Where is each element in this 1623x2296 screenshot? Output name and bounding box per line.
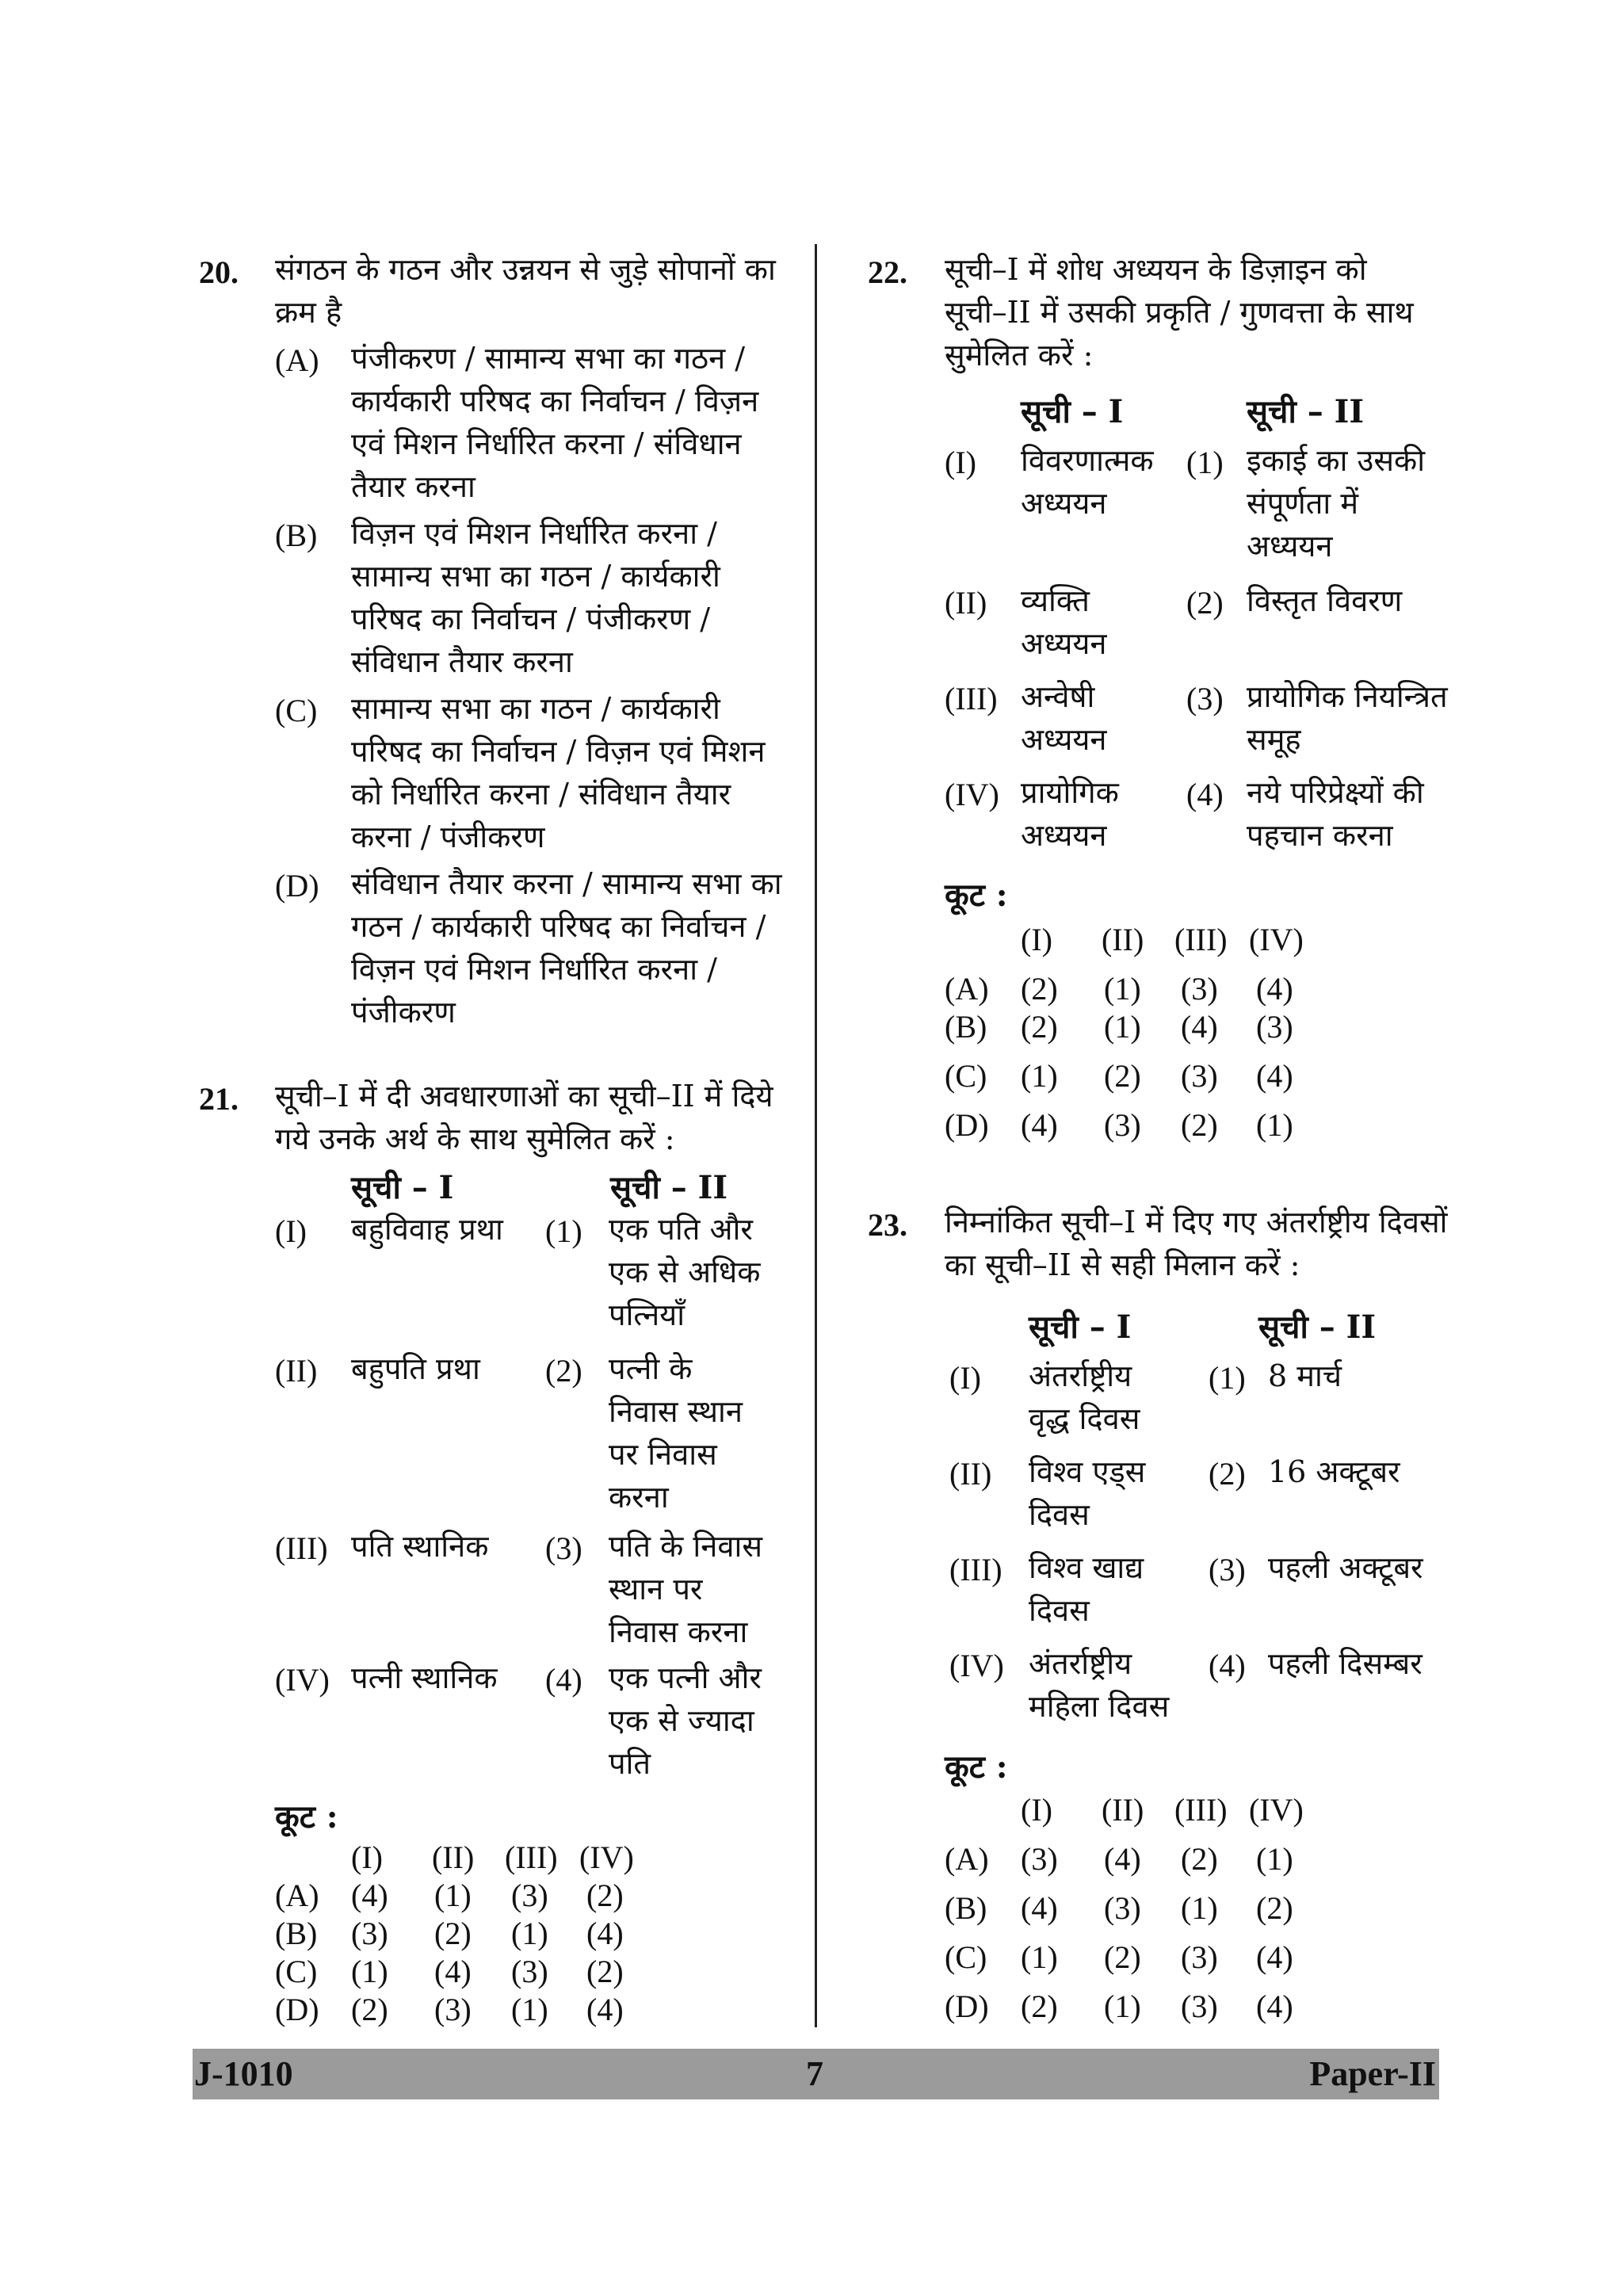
paper-label: Paper-II [1309, 2054, 1436, 2093]
kut-value: (1) [1256, 1841, 1293, 1877]
list-2-item: इकाई का उसकी [1247, 443, 1426, 478]
kut-option-letter: (D) [275, 1992, 319, 2027]
list-2-item: नये परिप्रेक्ष्यों की [1247, 775, 1424, 810]
list-2-number: (3) [1186, 681, 1224, 716]
kut-column-head: (II) [1102, 1792, 1144, 1828]
list-1-item: अंतर्राष्ट्रीय [1029, 1358, 1132, 1393]
kut-value: (2) [434, 1916, 472, 1951]
list-2-item: करना [609, 1480, 669, 1515]
question-stem-line: निम्नांकित सूची–I में दिए गए अंतर्राष्ट्रीय दिवसों [945, 1205, 1448, 1240]
list-2-number: (1) [1186, 445, 1224, 480]
list-2-number: (3) [1209, 1552, 1246, 1587]
question-number: 21. [199, 1081, 239, 1117]
kut-option-letter: (C) [945, 1939, 987, 1975]
list-2-item: एक पत्नी और [609, 1660, 762, 1695]
kut-option-letter: (C) [945, 1058, 987, 1094]
question-number: 23. [868, 1207, 907, 1243]
kut-value: (1) [1104, 1009, 1141, 1045]
option-line: तैयार करना [351, 469, 475, 504]
kut-value: (2) [1021, 1988, 1058, 2024]
list-1-roman: (IV) [945, 777, 999, 812]
list-1-roman: (II) [275, 1353, 318, 1389]
list-1-item: अध्ययन [1021, 486, 1107, 521]
list-1-roman: (I) [945, 445, 976, 480]
kut-column-head: (I) [1021, 1792, 1052, 1828]
page-number: 7 [806, 2054, 823, 2093]
kut-column-head: (II) [1102, 922, 1144, 957]
question-stem-line: का सूची–II से सही मिलान करें : [945, 1247, 1300, 1282]
list-1-roman: (IV) [949, 1648, 1004, 1683]
kut-value: (2) [1104, 1058, 1141, 1094]
kut-value: (3) [1181, 1988, 1218, 2024]
kut-value: (4) [1256, 971, 1293, 1007]
list-2-item: प्रायोगिक नियन्त्रित [1247, 679, 1448, 714]
option-letter: (D) [275, 868, 319, 904]
kut-value: (4) [1256, 1988, 1293, 2024]
list-2-number: (3) [545, 1530, 582, 1566]
list-2-number: (2) [1209, 1456, 1246, 1492]
kut-value: (4) [434, 1954, 472, 1989]
kut-value: (4) [1021, 1107, 1058, 1143]
kut-column-head: (II) [432, 1839, 475, 1875]
list-1-item: विवरणात्मक [1021, 443, 1154, 478]
paper-code: J-1010 [194, 2054, 293, 2093]
kut-value: (4) [1256, 1939, 1293, 1975]
list-2-item: पत्नी के [609, 1351, 693, 1386]
list-2-heading: सूची – II [1247, 393, 1365, 430]
column-divider [815, 244, 817, 2027]
list-1-item: पत्नी स्थानिक [351, 1660, 498, 1695]
list-1-item: महिला दिवस [1029, 1689, 1170, 1724]
list-1-roman: (IV) [275, 1662, 330, 1698]
option-line: संविधान तैयार करना [351, 644, 573, 679]
kut-value: (1) [1104, 971, 1141, 1007]
list-1-item: अध्ययन [1021, 818, 1107, 853]
list-2-item: पहली अक्टूबर [1268, 1550, 1423, 1585]
kut-value: (3) [1181, 971, 1218, 1007]
question-stem-line: सूची–II में उसकी प्रकृति / गुणवत्ता के साथ [945, 295, 1414, 330]
kut-value: (2) [1104, 1939, 1141, 1975]
kut-value: (1) [511, 1916, 548, 1951]
kut-value: (4) [1181, 1009, 1218, 1045]
kut-value: (2) [1021, 1009, 1058, 1045]
kut-value: (4) [586, 1916, 624, 1951]
question-stem-line: संगठन के गठन और उन्नयन से जुड़े सोपानों का [275, 252, 776, 287]
list-2-item: पति के निवास [609, 1529, 763, 1564]
list-2-item: संपूर्णता में [1247, 486, 1359, 521]
kut-value: (3) [1181, 1058, 1218, 1094]
kut-value: (3) [511, 1954, 548, 1989]
list-2-item: एक पति और [609, 1212, 753, 1247]
list-1-item: पति स्थानिक [351, 1529, 489, 1564]
kut-value: (2) [1181, 1107, 1218, 1143]
list-2-number: (1) [545, 1213, 582, 1249]
list-1-item: प्रायोगिक [1021, 775, 1119, 810]
list-2-item: समूह [1247, 722, 1301, 757]
list-2-heading: सूची – II [1258, 1308, 1377, 1346]
list-2-item: पति [609, 1746, 651, 1781]
kut-value: (4) [1021, 1890, 1058, 1926]
kut-option-letter: (B) [945, 1009, 987, 1045]
list-1-roman: (I) [275, 1213, 307, 1249]
kut-value: (3) [1181, 1939, 1218, 1975]
kut-value: (1) [1256, 1107, 1293, 1143]
option-line: कार्यकारी परिषद का निर्वाचन / विज़न [351, 384, 759, 418]
kut-option-letter: (A) [945, 971, 989, 1007]
list-2-item: 8 मार्च [1268, 1358, 1342, 1393]
list-1-roman: (I) [949, 1360, 981, 1396]
option-line: संविधान तैयार करना / सामान्य सभा का [351, 866, 782, 901]
kut-value: (4) [351, 1878, 388, 1913]
kut-value: (1) [1181, 1890, 1218, 1926]
list-2-item: अध्ययन [1247, 529, 1333, 563]
list-1-item: अन्वेषी [1021, 679, 1095, 714]
option-letter: (A) [275, 342, 319, 378]
kut-value: (1) [351, 1954, 388, 1989]
kut-column-head: (III) [1174, 1792, 1228, 1828]
kut-value: (3) [351, 1916, 388, 1951]
option-line: एवं मिशन निर्धारित करना / संविधान [351, 426, 742, 461]
list-2-number: (1) [1209, 1360, 1246, 1396]
question-stem-line: सुमेलित करें : [945, 338, 1094, 372]
list-1-item: अंतर्राष्ट्रीय [1029, 1646, 1132, 1681]
option-letter: (C) [275, 693, 318, 728]
kut-value: (2) [586, 1878, 624, 1913]
kut-value: (4) [1256, 1058, 1293, 1094]
list-1-heading: सूची – I [1029, 1308, 1132, 1346]
list-2-item: पर निवास [609, 1437, 717, 1472]
list-2-item: पहचान करना [1247, 818, 1393, 853]
kut-value: (1) [1104, 1988, 1141, 2024]
option-line: विज़न एवं मिशन निर्धारित करना / [351, 516, 717, 551]
list-2-number: (4) [1186, 777, 1224, 812]
kut-option-letter: (D) [945, 1107, 989, 1143]
kut-value: (3) [511, 1878, 548, 1913]
option-line: सामान्य सभा का गठन / कार्यकारी [351, 691, 720, 726]
list-1-roman: (III) [275, 1530, 328, 1566]
list-2-number: (4) [545, 1662, 582, 1698]
kut-column-head: (IV) [1249, 922, 1304, 957]
list-1-heading: सूची – I [1021, 393, 1124, 430]
list-1-item: अध्ययन [1021, 722, 1107, 757]
list-2-heading: सूची – II [610, 1169, 728, 1206]
question-stem-line: क्रम है [275, 295, 342, 330]
list-2-number: (4) [1209, 1648, 1246, 1683]
kut-label: कूट : [275, 1798, 338, 1836]
option-line: परिषद का निर्वाचन / पंजीकरण / [351, 602, 711, 636]
kut-label: कूट : [945, 1748, 1008, 1786]
list-1-item: दिवस [1029, 1593, 1090, 1628]
kut-value: (3) [1104, 1107, 1141, 1143]
page-footer [193, 2049, 1439, 2099]
list-2-item: एक से अधिक [609, 1255, 761, 1289]
list-1-item: बहुपति प्रथा [351, 1351, 480, 1386]
list-2-number: (2) [1186, 585, 1224, 621]
list-2-item: एक से ज्यादा [609, 1703, 754, 1738]
list-1-roman: (II) [949, 1456, 992, 1492]
kut-column-head: (I) [351, 1839, 383, 1875]
option-line: परिषद का निर्वाचन / विज़न एवं मिशन [351, 734, 766, 769]
option-line: विज़न एवं मिशन निर्धारित करना / [351, 952, 717, 987]
kut-value: (3) [1256, 1009, 1293, 1045]
list-2-number: (2) [545, 1353, 582, 1389]
kut-value: (1) [1021, 1058, 1058, 1094]
question-number: 20. [199, 254, 239, 290]
list-1-item: विश्व एड्स [1029, 1454, 1146, 1489]
option-line: गठन / कार्यकारी परिषद का निर्वाचन / [351, 909, 766, 944]
question-number: 22. [868, 254, 907, 290]
kut-value: (3) [1021, 1841, 1058, 1877]
list-1-item: बहुविवाह प्रथा [351, 1212, 503, 1247]
kut-value: (2) [1181, 1841, 1218, 1877]
kut-value: (2) [1021, 971, 1058, 1007]
kut-option-letter: (B) [945, 1890, 987, 1926]
list-2-item: विस्तृत विवरण [1247, 583, 1403, 618]
kut-column-head: (IV) [579, 1839, 634, 1875]
option-line: पंजीकरण / सामान्य सभा का गठन / [351, 341, 746, 376]
list-1-roman: (III) [949, 1552, 1002, 1587]
kut-value: (2) [586, 1954, 624, 1989]
kut-value: (3) [1104, 1890, 1141, 1926]
kut-column-head: (IV) [1249, 1792, 1304, 1828]
list-2-item: 16 अक्टूबर [1268, 1454, 1400, 1489]
kut-value: (3) [434, 1992, 472, 2027]
kut-option-letter: (A) [275, 1878, 319, 1913]
question-stem-line: सूची–I में दी अवधारणाओं का सूची–II में दिये [275, 1079, 773, 1114]
list-1-item: वृद्ध दिवस [1029, 1401, 1140, 1436]
kut-value: (1) [511, 1992, 548, 2027]
kut-value: (4) [1104, 1841, 1141, 1877]
option-line: करना / पंजीकरण [351, 819, 545, 854]
option-line: पंजीकरण [351, 995, 456, 1030]
list-1-item: विश्व खाद्य [1029, 1550, 1144, 1585]
question-stem-line: सूची–I में शोध अध्ययन के डिज़ाइन को [945, 252, 1367, 287]
kut-value: (2) [351, 1992, 388, 2027]
kut-value: (2) [1256, 1890, 1293, 1926]
list-1-roman: (III) [945, 681, 998, 716]
kut-value: (4) [586, 1992, 624, 2027]
option-letter: (B) [275, 518, 318, 553]
list-1-heading: सूची – I [351, 1169, 454, 1206]
kut-column-head: (III) [505, 1839, 558, 1875]
list-1-item: अध्ययन [1021, 626, 1107, 661]
list-1-item: दिवस [1029, 1497, 1090, 1532]
list-2-item: निवास करना [609, 1614, 748, 1649]
list-1-item: व्यक्ति [1021, 583, 1090, 618]
option-line: सामान्य सभा का गठन / कार्यकारी [351, 559, 720, 594]
kut-value: (1) [434, 1878, 472, 1913]
list-2-item: निवास स्थान [609, 1394, 743, 1429]
kut-label: कूट : [945, 877, 1008, 914]
list-1-roman: (II) [945, 585, 987, 621]
kut-option-letter: (A) [945, 1841, 989, 1877]
kut-value: (1) [1021, 1939, 1058, 1975]
question-stem-line: गये उनके अर्थ के साथ सुमेलित करें : [275, 1121, 675, 1156]
kut-option-letter: (D) [945, 1988, 989, 2024]
kut-option-letter: (B) [275, 1916, 318, 1951]
kut-column-head: (III) [1174, 922, 1228, 957]
list-2-item: पत्नियाँ [609, 1297, 685, 1332]
kut-option-letter: (C) [275, 1954, 318, 1989]
list-2-item: पहली दिसम्बर [1268, 1646, 1423, 1681]
option-line: को निर्धारित करना / संविधान तैयार [351, 777, 731, 812]
kut-column-head: (I) [1021, 922, 1052, 957]
list-2-item: स्थान पर [609, 1572, 703, 1606]
